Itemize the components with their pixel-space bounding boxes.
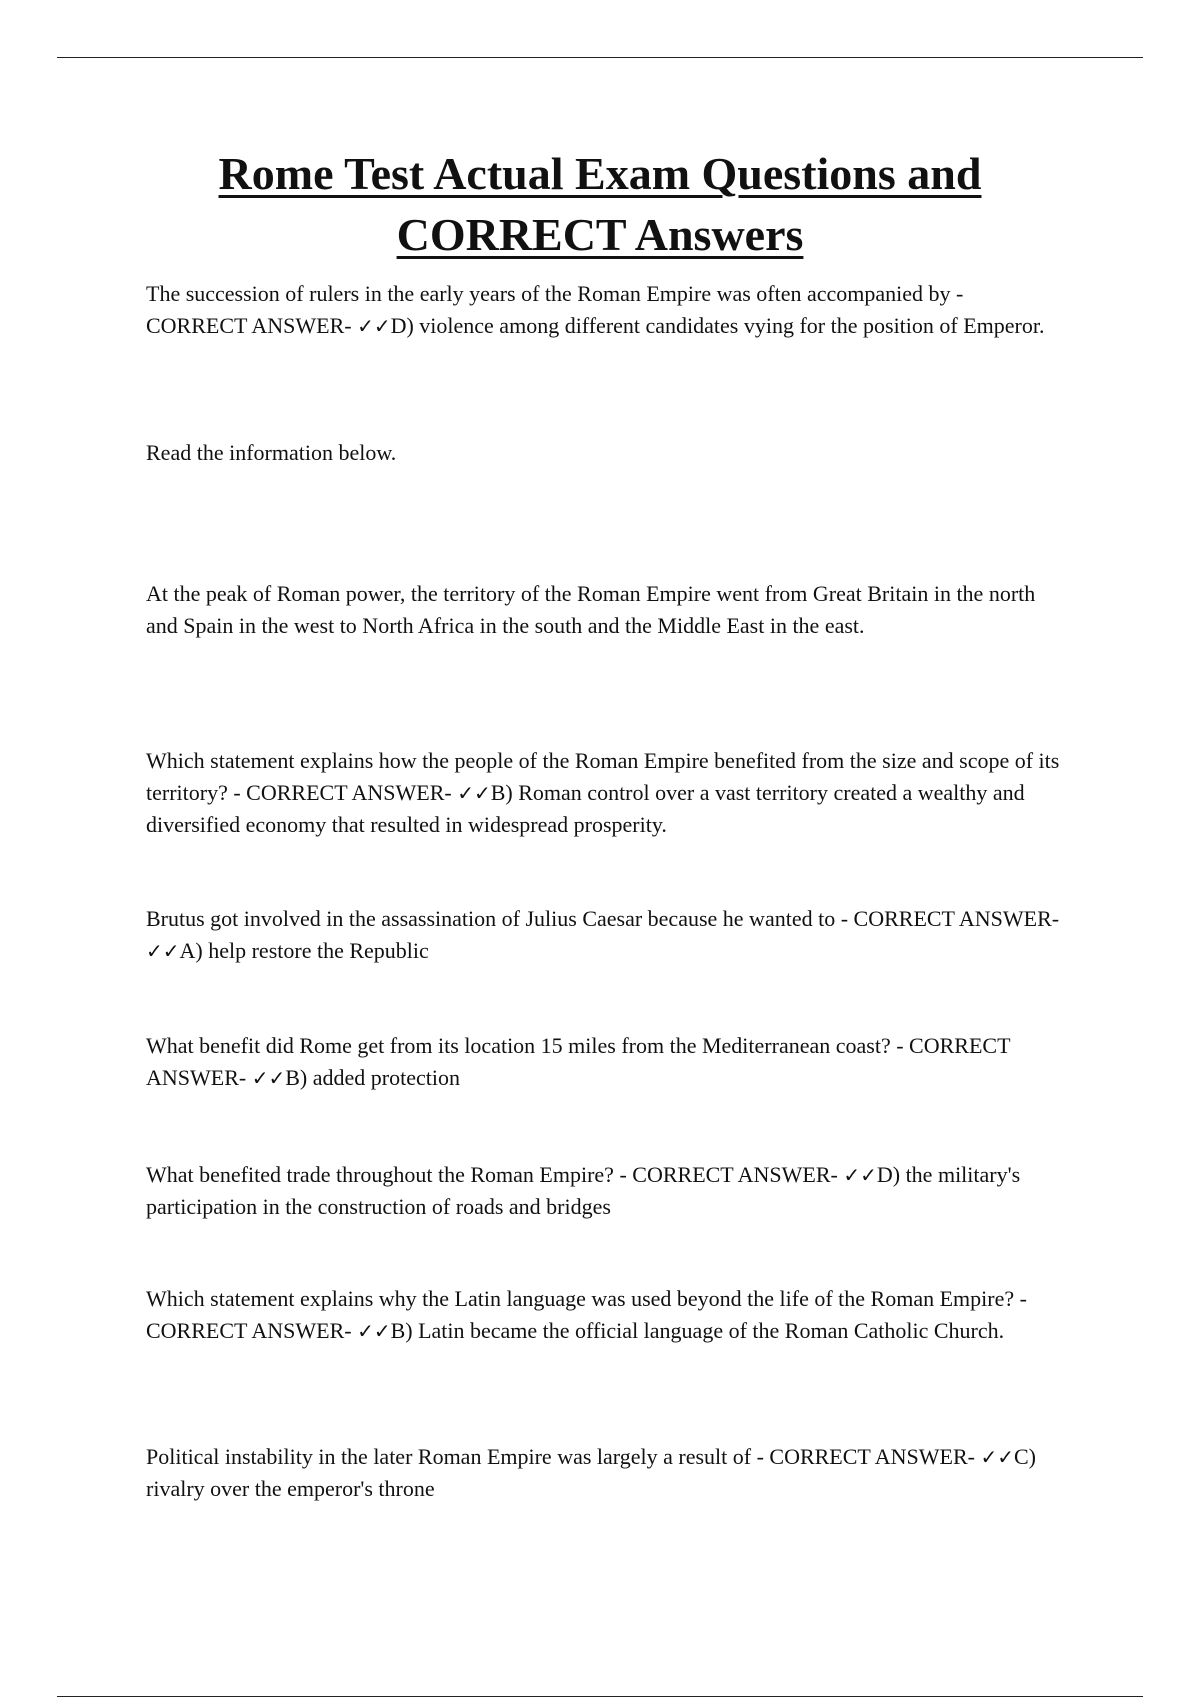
answer-text: A) help restore the Republic [179,938,429,963]
answer-prefix: CORRECT ANSWER- [853,906,1060,931]
checkmark-icon: ✓✓ [457,781,491,805]
info-passage [146,578,1066,642]
qa-item-1 [146,278,1066,342]
question-text: What benefited trade throughout the Roman Empire? - [146,1162,633,1187]
answer-prefix: CORRECT ANSWER- [146,313,358,338]
question-text: Brutus got involved in the assassination of Julius Caesar because he wanted to - [146,906,854,931]
qa-item-3 [146,903,1066,967]
answer-prefix: CORRECT ANSWER- [632,1162,844,1187]
checkmark-icon: ✓✓ [357,1319,391,1343]
document-title-line-1: Rome Test Actual Exam Questions and [218,148,982,199]
qa-item-6 [146,1283,1066,1347]
header-rule [57,57,1143,58]
question-text: What benefit did Rome get from its location 15 miles from the Mediterranean coast? - [146,1033,910,1058]
document-title [80,143,1120,265]
checkmark-icon: ✓✓ [843,1163,877,1187]
qa-item-2 [146,745,1066,841]
answer-text: C) rivalry over the emperor's throne [146,1444,1036,1501]
answer-text: B) added protection [285,1065,460,1090]
question-text: Which statement explains why the Latin language was used beyond the life of the Roman Empire? - [146,1286,1027,1311]
question-text: Political instability in the later Roman Empire was largely a result of - [146,1444,770,1469]
answer-prefix: CORRECT ANSWER- [146,1318,358,1343]
qa-item-5 [146,1159,1066,1223]
answer-text: B) Latin became the official language of the Roman Catholic Church. [390,1318,1005,1343]
checkmark-icon: ✓✓ [357,314,391,338]
answer-prefix: CORRECT ANSWER- [769,1444,981,1469]
answer-text: D) the military's participation in the construction of roads and bridges [146,1162,1021,1219]
question-text: The succession of rulers in the early years of the Roman Empire was often accompanied by - [146,281,964,306]
checkmark-icon: ✓✓ [980,1445,1014,1469]
info-passage-text: At the peak of Roman power, the territory of the Roman Empire went from Great Britain in the north and Spain in the west to North Africa in the south and the Middle East in the east. [146,581,1036,638]
footer-rule [57,1696,1143,1697]
qa-item-7 [146,1441,1066,1505]
info-intro [146,437,1066,469]
answer-text: D) violence among different candidates vying for the position of Emperor. [390,313,1045,338]
checkmark-icon: ✓✓ [146,939,180,963]
question-text: Which statement explains how the people of the Roman Empire benefited from the size and scope of its territory? - [146,748,1060,805]
checkmark-icon: ✓✓ [251,1066,286,1090]
answer-text: B) Roman control over a vast territory created a wealthy and diversified economy that resulted in widespread prosperity. [146,780,1025,837]
info-intro-text: Read the information below. [146,440,397,465]
answer-prefix: CORRECT ANSWER- [146,1033,1011,1090]
document-title-line-2: CORRECT Answers [396,209,804,260]
qa-item-4 [146,1030,1066,1094]
answer-prefix: CORRECT ANSWER- [246,780,458,805]
